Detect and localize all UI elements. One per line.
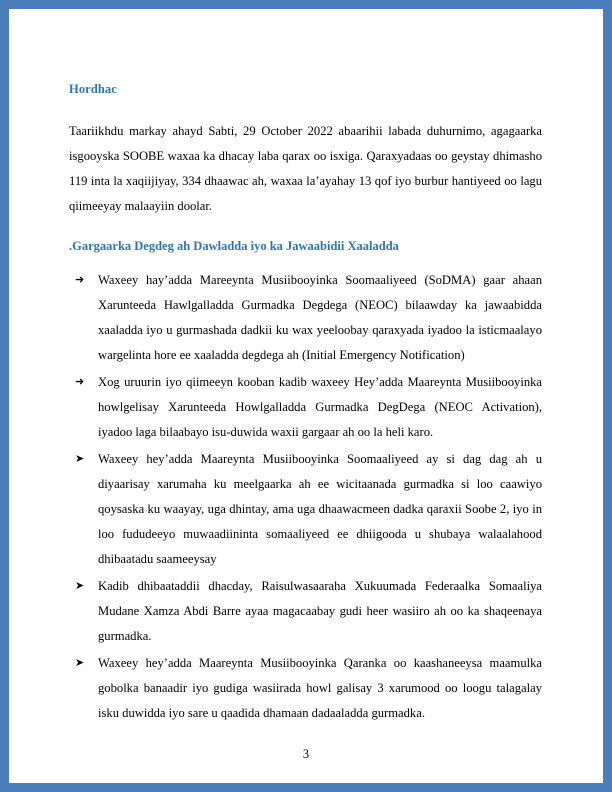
bullet-list (69, 268, 542, 726)
list-item (69, 447, 542, 572)
bullet-marker-icon: ➜ (75, 376, 85, 388)
list-item (69, 574, 542, 649)
bullet-marker-icon: ➤ (75, 657, 85, 669)
bullet-marker-icon: ➤ (75, 580, 85, 592)
list-item (69, 651, 542, 726)
list-item-text: Waxeey hey’adda Maareynta Musiibooyinka Soomaaliyeed ay si dag dag ah u diyaarisay xarumaha ku meelgaarka ah ee wicitaanada gurmadka si loo caawiyo qoysaska ku waayay, uga dhintay, ama uga dhaawacmeen dadka qaraxii Soobe 2, iyo in loo fududeeyo muwaadiininta somaaliyeed ee dhiigooda u shubaya walaalahood dhibaatadu saameeysay (98, 452, 542, 566)
list-item-text: Waxeey hay’adda Mareeynta Musiibooyinka Soomaaliyeed (SoDMA) gaar ahaan Xarunteeda Hawlgalladda Gurmadka Degdega (NEOC) bilaawday ka jawaabidda xaaladda iyo u gurmashada dadkii ku wax yeeloobay qaraxyada iyadoo la isticmaalayo wargelinta hore ee xaaladda degdega ah (Initial Emergency Notification) (98, 273, 542, 362)
list-item-text: Waxeey hey’adda Maareynta Musiibooyinka Qaranka oo kaashaneeysa maamulka gobolka banaadir iyo gudiga wasiirada howl galisay 3 xarumood oo loogu talagalay isku duwidda iyo sare u qaadida dhamaan dadaaladda gurmadka. (98, 656, 542, 720)
page-number: 3 (302, 747, 310, 761)
bullet-marker-icon: ➤ (75, 453, 85, 465)
intro-paragraph: Taariikhdu markay ahayd Sabti, 29 October 2022 abaarihii labada duhurnimo, agagaarka isgooyska SOOBE waxaa ka dhacay laba qarax oo isxiga. Qaraxyadaas oo geystay dhimasho 119 inta la xaqiijiyay, 334 dhaawac ah, waxaa la’ayahay 13 qof iyo burbur hantiyeed oo lagu qiimeeyay malaayiin doolar. (69, 124, 542, 213)
bullet-marker-icon: ➜ (75, 274, 85, 286)
section-heading: Hordhac (69, 82, 117, 96)
page-inner-border (9, 9, 603, 783)
section-subheading: .Gargaarka Degdeg ah Dawladda iyo ka Jawaabidii Xaaladda (69, 239, 399, 253)
list-item (69, 370, 542, 445)
list-item-text: Xog uruurin iyo qiimeeyn kooban kadib waxeey Hey’adda Maareynta Musiibooyinka howlgelisay Xarunteeda Howlgalladda Gurmadka DegDega (NEOC Activation), iyadoo laga bilaabayo isu-duwida waxii gargaar ah oo la heli karo. (98, 375, 542, 439)
list-item (69, 268, 542, 368)
list-item-text: Kadib dhibaataddii dhacday, Raisulwasaaraha Xukuumada Federaalka Somaaliya Mudane Xamza Abdi Barre ayaa magacaabay gudi heer wasiiro ah oo ka shaqeenaya gurmadka. (98, 579, 542, 643)
document-content (69, 82, 542, 728)
